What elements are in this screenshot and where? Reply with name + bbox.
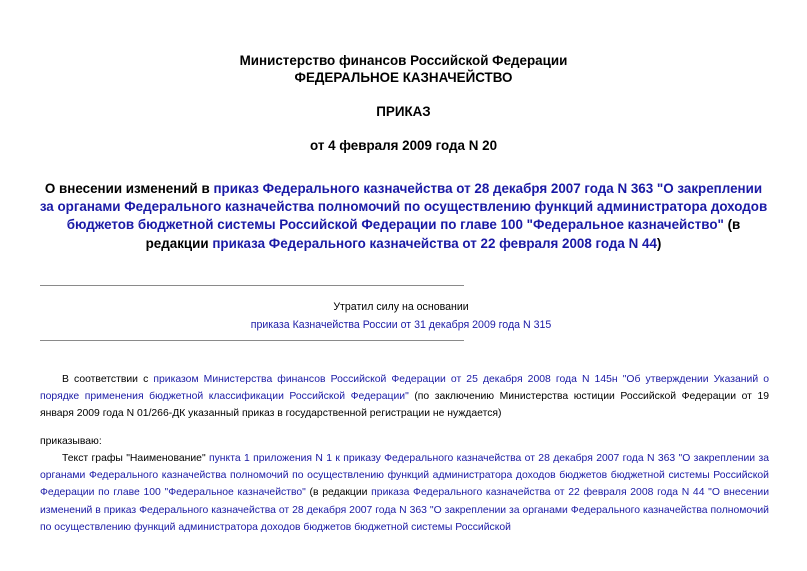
doc-type-heading: ПРИКАЗ [376,104,431,119]
agency-heading: ФЕДЕРАЛЬНОЕ КАЗНАЧЕЙСТВО [294,70,513,85]
repeal-note-link-wrap [40,318,762,332]
repeal-note-link[interactable]: приказа Казначейства России от 31 декабря 2009 года N 315 [250,319,552,331]
ministry-heading: Министерство финансов Российской Федерации [239,53,568,68]
title-suffix: ) [656,235,662,251]
document-title [38,180,769,253]
paragraph-order-link-363[interactable]: пункта 1 приложения N 1 к приказу Федерального казначейства от 28 декабря 2007 года N 363 "О закреплении за органами Федерального казначейства полномочий по осуществлению функций администратора доходов бюджетов бюджетной системы Российской Федерации по главе 100 "Федеральное казначейство" [40,453,769,499]
paragraph-basis-suffix: (по заключению Министерства юстиции Российской Федерации от 19 января 2009 года N 01/266-ДК указанный приказ в государственной регистрации не нуждается) [40,391,769,420]
date-number-heading: от 4 февраля 2009 года N 20 [309,138,498,153]
title-link-order-363[interactable]: приказ Федерального казначейства от 28 декабря 2007 года N 363 "О закреплении за органами Федерального казначейства полномочий по осуществлению функций администратора доходов бюджетов бюджетной системы Российской Федерации по главе 100 "Федеральное казначейство" [39,181,768,233]
paragraph-basis-prefix: В соответствии с [62,374,154,385]
divider-bottom [40,340,464,341]
paragraph-order [40,450,769,536]
title-link-order-44[interactable]: приказа Федерального казначейства от 22 февраля 2008 года N 44 [212,235,657,251]
repeal-note-line: Утратил силу на основании [333,301,469,313]
title-prefix: О внесении изменений в [44,181,214,196]
divider-top [40,285,464,286]
paragraph-basis-link[interactable]: приказом Министерства финансов Российской Федерации от 25 декабря 2008 года N 145н "Об утверждении Указаний о порядке применения бюджетной классификации Российской Федерации" [40,374,769,403]
paragraph-order-middle: (в редакции [305,487,372,499]
title-middle: (в редакции [145,217,741,251]
paragraph-basis [40,371,769,423]
order-word: приказываю: [40,436,102,447]
paragraph-order-prefix: Текст графы "Наименование" [62,453,209,464]
paragraph-order-link-44[interactable]: приказа Федерального казначейства от 22 февраля 2008 года N 44 "О внесении изменений в приказ Федерального казначейства от 28 декабря 2007 года N 363 "О закреплении за органами Федерального казначейства полномочий по осуществлению функций администратора доходов бюджетов бюджетной системы Российской [40,487,770,533]
